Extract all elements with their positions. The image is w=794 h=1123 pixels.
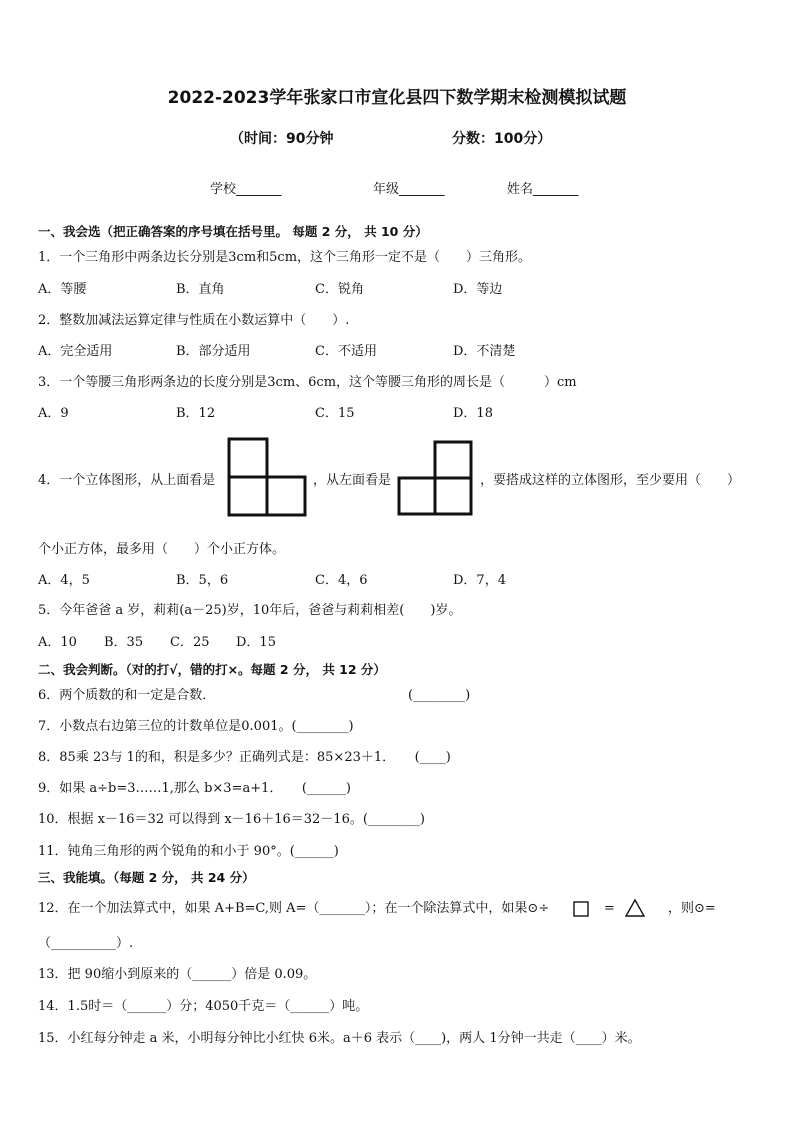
question-4-part1: 4．一个立体图形，从上面看是 — [38, 473, 216, 488]
q3-option-c: C．15 — [315, 406, 355, 421]
section-2-heading: 二、我会判断。（对的打√，错的打×。每题 2 分， 共 12 分） — [38, 662, 386, 677]
q1-option-d: D．等边 — [453, 282, 503, 297]
question-10: 10．根据 x－16＝32 可以得到 x－16＋16＝32－16。(________) — [38, 812, 425, 827]
question-11: 11．钝角三角形的两个锐角的和小于 90°。(______) — [38, 844, 339, 859]
question-15: 15．小红每分钟走 a 米，小明每分钟比小红快 6米。a＋6 表示（____)，两人 1分钟一共走（____）米。 — [38, 1031, 641, 1046]
question-12-part2: ，则⊙= — [668, 901, 716, 916]
question-4-line2: 个小正方体，最多用（ ）个小正方体。 — [38, 542, 286, 557]
question-12-equals: = — [604, 901, 615, 916]
question-4-part3: ，要搭成这样的立体图形，至少要用（ ） — [480, 473, 741, 488]
question-5: 5．今年爸爸 a 岁，莉莉(a－25)岁，10年后，爸爸与莉莉相差( )岁。 — [38, 603, 462, 618]
q3-option-a: A．9 — [38, 406, 69, 421]
q4-option-d: D．7，4 — [453, 573, 506, 588]
section-1-heading: 一、我会选（把正确答案的序号填在括号里。 每题 2 分， 共 10 分） — [38, 224, 428, 239]
square-symbol-icon — [573, 901, 589, 917]
q3-option-d: D．18 — [453, 406, 493, 421]
q2-option-a: A．完全适用 — [38, 344, 113, 359]
q5-option-a: A．10 — [38, 635, 77, 650]
q2-option-c: C．不适用 — [315, 344, 377, 359]
name-field: 姓名_______ — [507, 182, 579, 197]
q1-option-b: B．直角 — [176, 282, 225, 297]
question-13: 13．把 90缩小到原来的（______）倍是 0.09。 — [38, 967, 317, 982]
section-3-heading: 三、我能填。（每题 2 分， 共 24 分） — [38, 870, 255, 885]
question-12-line2: （__________）. — [38, 936, 134, 951]
top-view-figure — [227, 437, 307, 519]
question-4-part2: ，从左面看是 — [313, 473, 392, 488]
q4-option-b: B．5，6 — [176, 573, 229, 588]
q3-option-b: B．12 — [176, 406, 216, 421]
q5-option-d: D．15 — [236, 635, 276, 650]
triangle-symbol-icon — [625, 898, 645, 918]
question-7: 7．小数点右边第三位的计数单位是0.001。(________) — [38, 719, 354, 734]
q5-option-b: B．35 — [104, 635, 144, 650]
left-view-figure — [397, 440, 473, 518]
page-title: 2022-2023学年张家口市宣化县四下数学期末检测模拟试题 — [167, 88, 627, 108]
question-2: 2．整数加减法运算定律与性质在小数运算中（ ）. — [38, 313, 350, 328]
q4-option-a: A．4，5 — [38, 573, 90, 588]
exam-time: （时间：90分钟 — [230, 131, 334, 147]
q1-option-a: A．等腰 — [38, 282, 87, 297]
question-6: 6．两个质数的和一定是合数． — [38, 688, 216, 703]
question-3: 3．一个等腰三角形两条边的长度分别是3cm、6cm，这个等腰三角形的周长是（ ）cm — [38, 375, 577, 390]
q2-option-b: B．部分适用 — [176, 344, 251, 359]
q5-option-c: C．25 — [170, 635, 210, 650]
q4-option-c: C．4，6 — [315, 573, 368, 588]
question-1: 1．一个三角形中两条边长分别是3cm和5cm，这个三角形一定不是（ ）三角形。 — [38, 250, 532, 265]
q1-option-c: C．锐角 — [315, 282, 364, 297]
school-field: 学校_______ — [210, 182, 282, 197]
exam-score: 分数：100分） — [452, 131, 552, 147]
q2-option-d: D．不清楚 — [453, 344, 516, 359]
question-6-blank: (________) — [408, 688, 471, 703]
question-14: 14．1.5时＝（______）分；4050千克＝（______）吨。 — [38, 999, 369, 1014]
question-12-part1: 12．在一个加法算式中，如果 A+B=C,则 A=（_______）；在一个除法算式中，如果⊙÷ — [38, 901, 550, 916]
question-9: 9．如果 a÷b=3……1,那么 b×3=a+1． (______) — [38, 781, 352, 796]
grade-field: 年级_______ — [373, 182, 445, 197]
question-8: 8．85乘 23与 1的和，积是多少？正确列式是：85×23＋1． (____) — [38, 750, 451, 765]
